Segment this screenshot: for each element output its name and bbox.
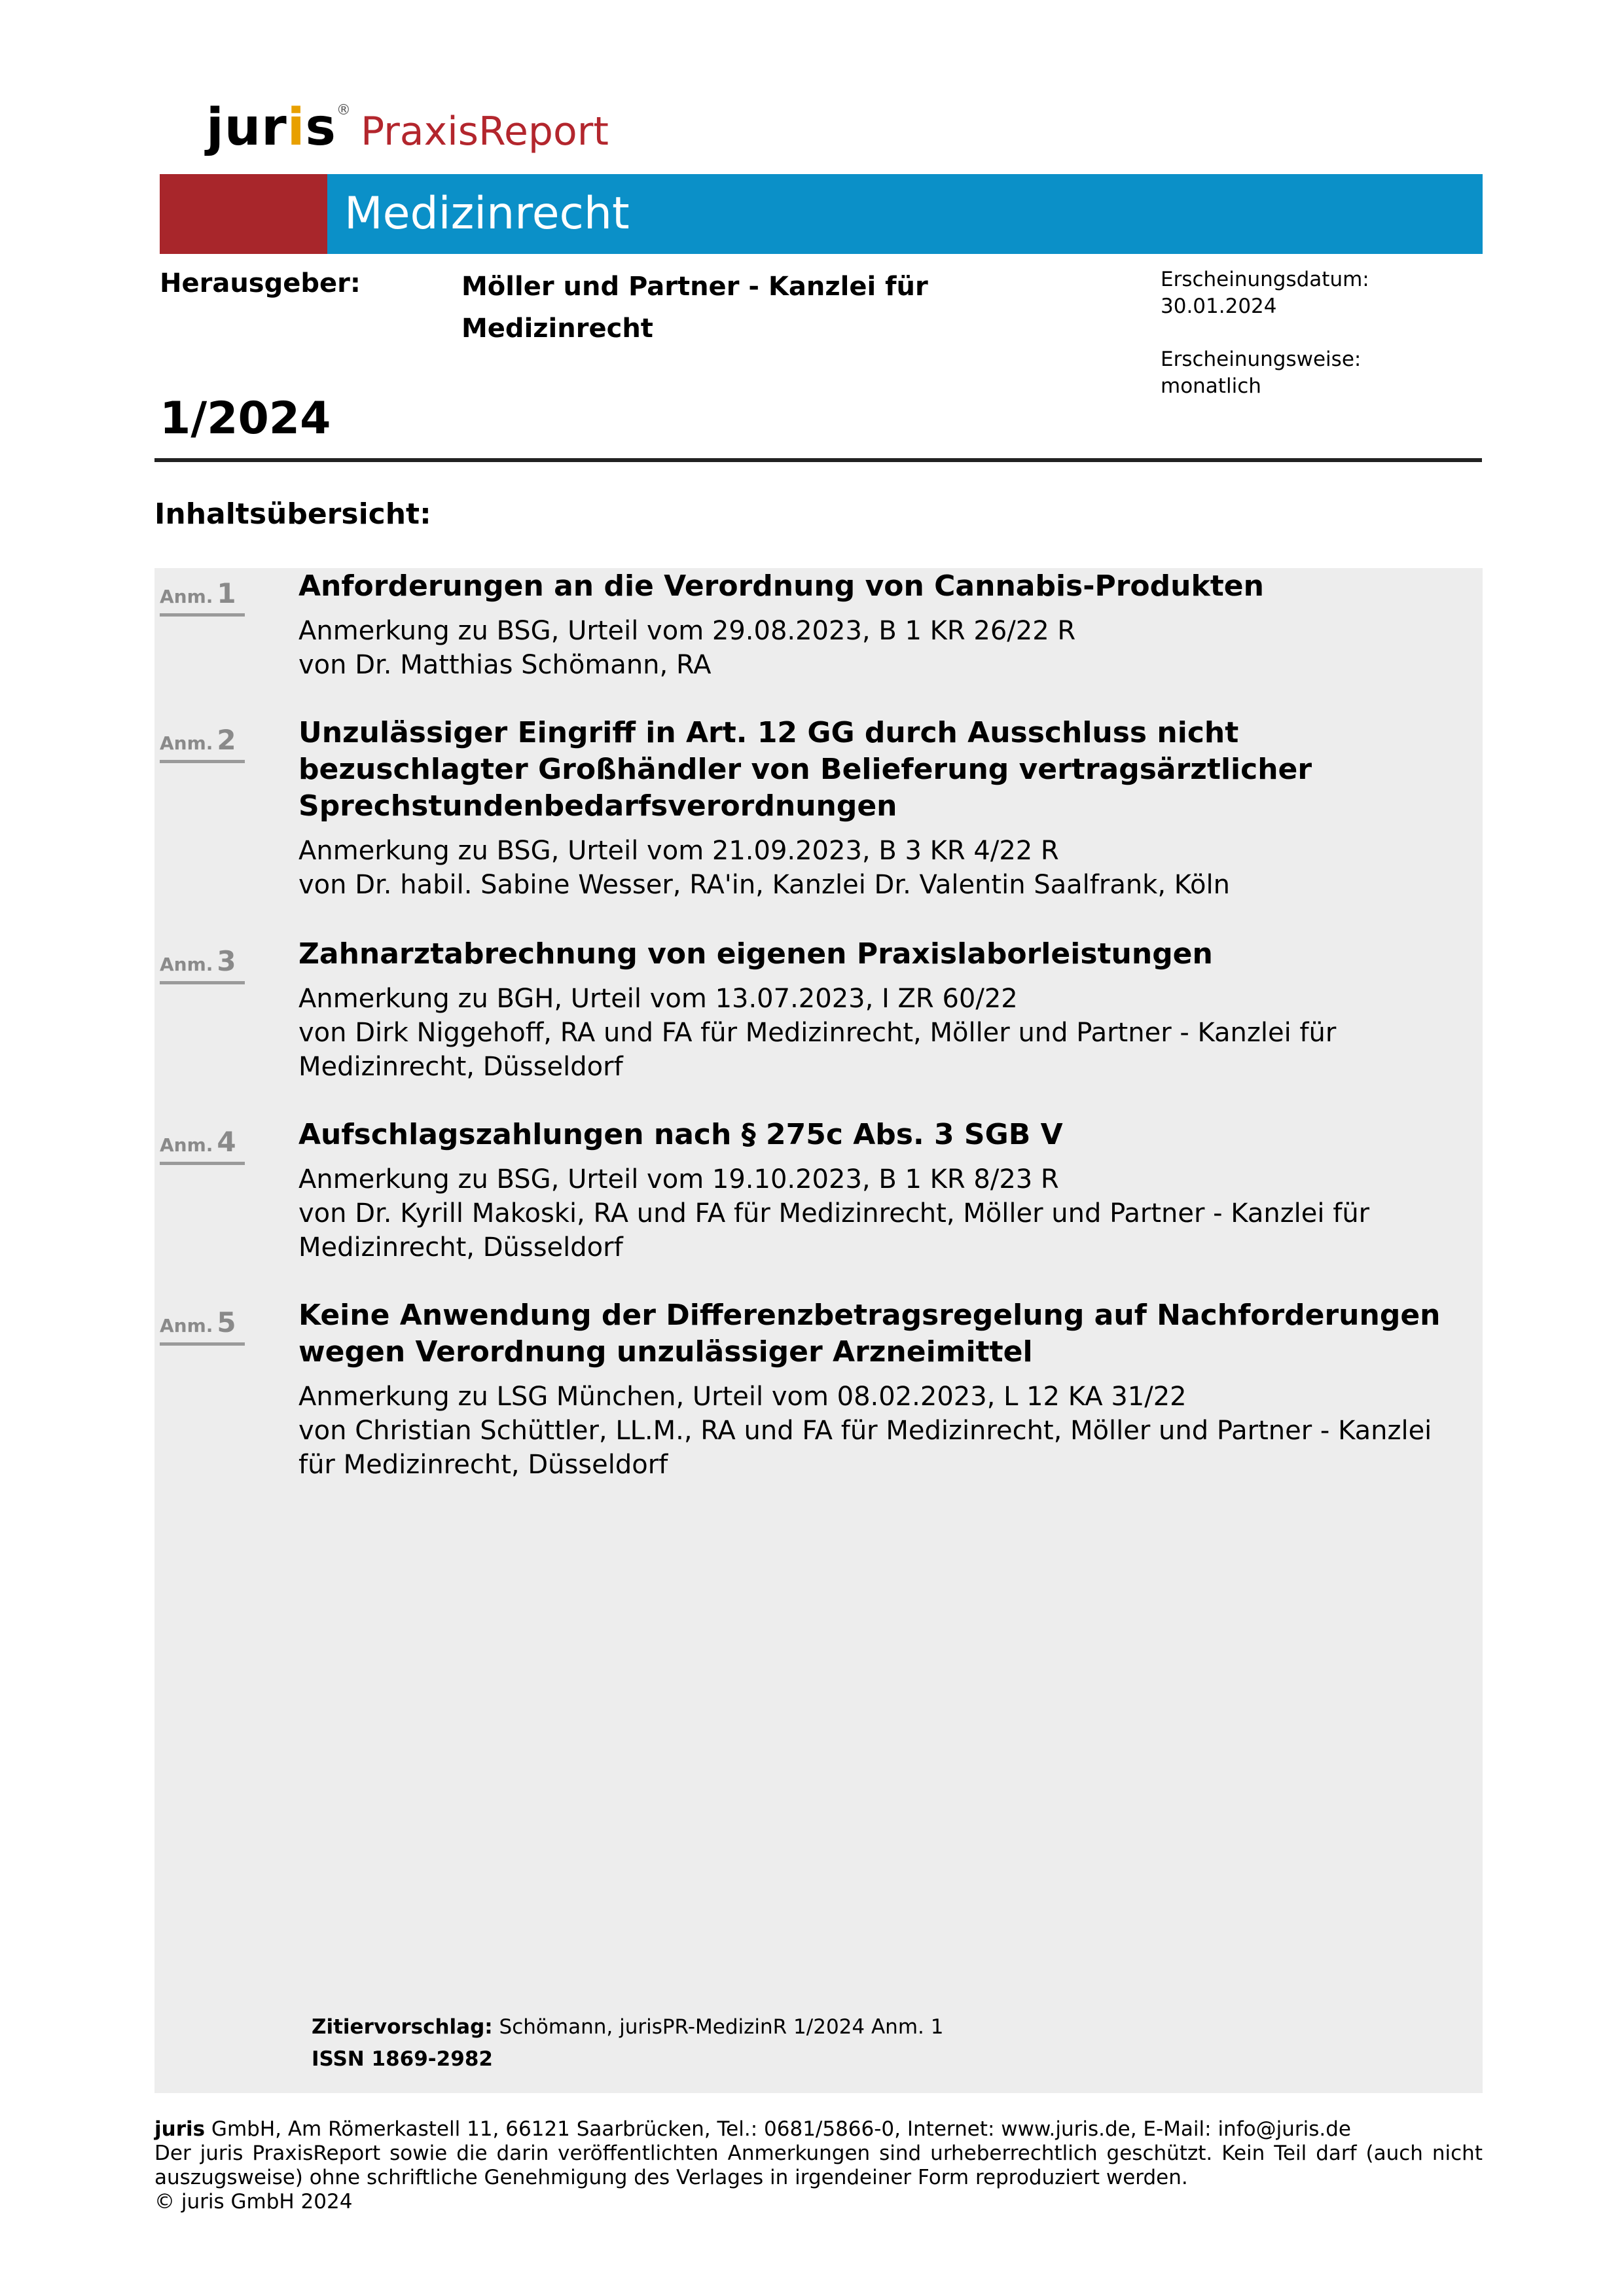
anm-marker-2: Anm. 2 (160, 724, 245, 763)
toc-entry-annotation: Anmerkung zu BSG, Urteil vom 21.09.2023, B 3 KR 4/22 R (298, 836, 1059, 866)
toc-entry-author: von Christian Schüttler, LL.M., RA und FA für Medizinrecht, Möller und Partner - Kanzlei für Medizinrecht, Düsseldorf (298, 1416, 1432, 1480)
toc-entry-title[interactable]: Anforderungen an die Verordnung von Cannabis-Produkten (298, 569, 1264, 603)
footer-company: juris (154, 2117, 206, 2141)
publication-meta (1161, 266, 1369, 400)
herausgeber-label: Herausgeber: (160, 268, 361, 298)
toc-entry-title[interactable]: Aufschlagszahlungen nach § 275c Abs. 3 SGB V (298, 1118, 1063, 1151)
toc-entry-author: von Dr. Matthias Schömann, RA (298, 650, 712, 680)
toc-entry-title[interactable]: Unzulässiger Eingriff in Art. 12 GG durch Ausschluss nicht bezuschlagter Großhändler von Belieferung vertragsärztlicher Sprechstundenbedarfsverordnungen (298, 716, 1312, 823)
title-band (160, 174, 1483, 254)
toc-entry-title[interactable]: Zahnarztabrechnung von eigenen Praxislaborleistungen (298, 937, 1213, 971)
anm-marker-3: Anm. 3 (160, 945, 245, 984)
citation-label: Zitiervorschlag: (312, 2015, 493, 2039)
toc-entry-annotation: Anmerkung zu BSG, Urteil vom 29.08.2023, B 1 KR 26/22 R (298, 616, 1076, 646)
toc-entry-annotation: Anmerkung zu BSG, Urteil vom 19.10.2023, B 1 KR 8/23 R (298, 1164, 1059, 1194)
citation-line (312, 2011, 943, 2043)
toc-entry-author: von Dirk Niggehoff, RA und FA für Medizinrecht, Möller und Partner - Kanzlei für Medizinrecht, Düsseldorf (298, 1018, 1337, 1082)
citation-block (312, 2011, 943, 2075)
footer-address: GmbH, Am Römerkastell 11, 66121 Saarbrücken, Tel.: 0681/5866-0, Internet: www.juris.de, E-Mail: info@juris.de (211, 2117, 1351, 2141)
anm-marker-1: Anm. 1 (160, 577, 245, 617)
juris-praxisreport-logo: juris® PraxisReport (206, 98, 609, 157)
issue-number: 1/2024 (160, 393, 331, 444)
footer-copyright: © juris GmbH 2024 (154, 2190, 353, 2214)
erscheinungsweise-value: monatlich (1161, 374, 1261, 398)
toc-box (154, 568, 1483, 2093)
praxisreport-logo-text: PraxisReport (361, 109, 609, 154)
toc-entry-title[interactable]: Keine Anwendung der Differenzbetragsregelung auf Nachforderungen wegen Verordnung unzulässiger Arzneimittel (298, 1299, 1441, 1369)
toc-entry-annotation: Anmerkung zu BGH, Urteil vom 13.07.2023, I ZR 60/22 (298, 984, 1018, 1014)
anm-marker-4: Anm. 4 (160, 1126, 245, 1165)
page-footer (154, 2117, 1483, 2214)
issn: ISSN 1869-2982 (312, 2047, 493, 2071)
footer-copyright-notice: Der juris PraxisReport sowie die darin veröffentlichten Anmerkungen sind urheberrechtlich geschützt. Kein Teil darf (auch nicht auszugsweise) ohne schriftliche Genehmigung des Verlages in irgendeiner Form reproduziert werden. (154, 2142, 1483, 2189)
erscheinungsdatum-value: 30.01.2024 (1161, 295, 1277, 318)
herausgeber-value: Möller und Partner - Kanzlei für Medizinrecht (461, 272, 928, 344)
juris-logo-text: juris (206, 98, 336, 157)
citation-text: Schömann, jurisPR-MedizinR 1/2024 Anm. 1 (499, 2015, 944, 2039)
erscheinungsweise-label: Erscheinungsweise: (1161, 348, 1362, 371)
band-red-block (160, 174, 327, 254)
band-title: Medizinrecht (327, 174, 1483, 254)
erscheinungsdatum-label: Erscheinungsdatum: (1161, 268, 1369, 291)
toc-title: Inhaltsübersicht: (154, 497, 431, 531)
toc-entry-author: von Dr. Kyrill Makoski, RA und FA für Medizinrecht, Möller und Partner - Kanzlei für Medizinrecht, Düsseldorf (298, 1198, 1370, 1263)
header-divider (154, 458, 1482, 462)
toc-entry-annotation: Anmerkung zu LSG München, Urteil vom 08.02.2023, L 12 KA 31/22 (298, 1382, 1187, 1412)
footer-company-line (154, 2117, 1483, 2142)
toc-entry-author: von Dr. habil. Sabine Wesser, RA'in, Kanzlei Dr. Valentin Saalfrank, Köln (298, 870, 1230, 900)
anm-marker-5: Anm. 5 (160, 1306, 245, 1346)
